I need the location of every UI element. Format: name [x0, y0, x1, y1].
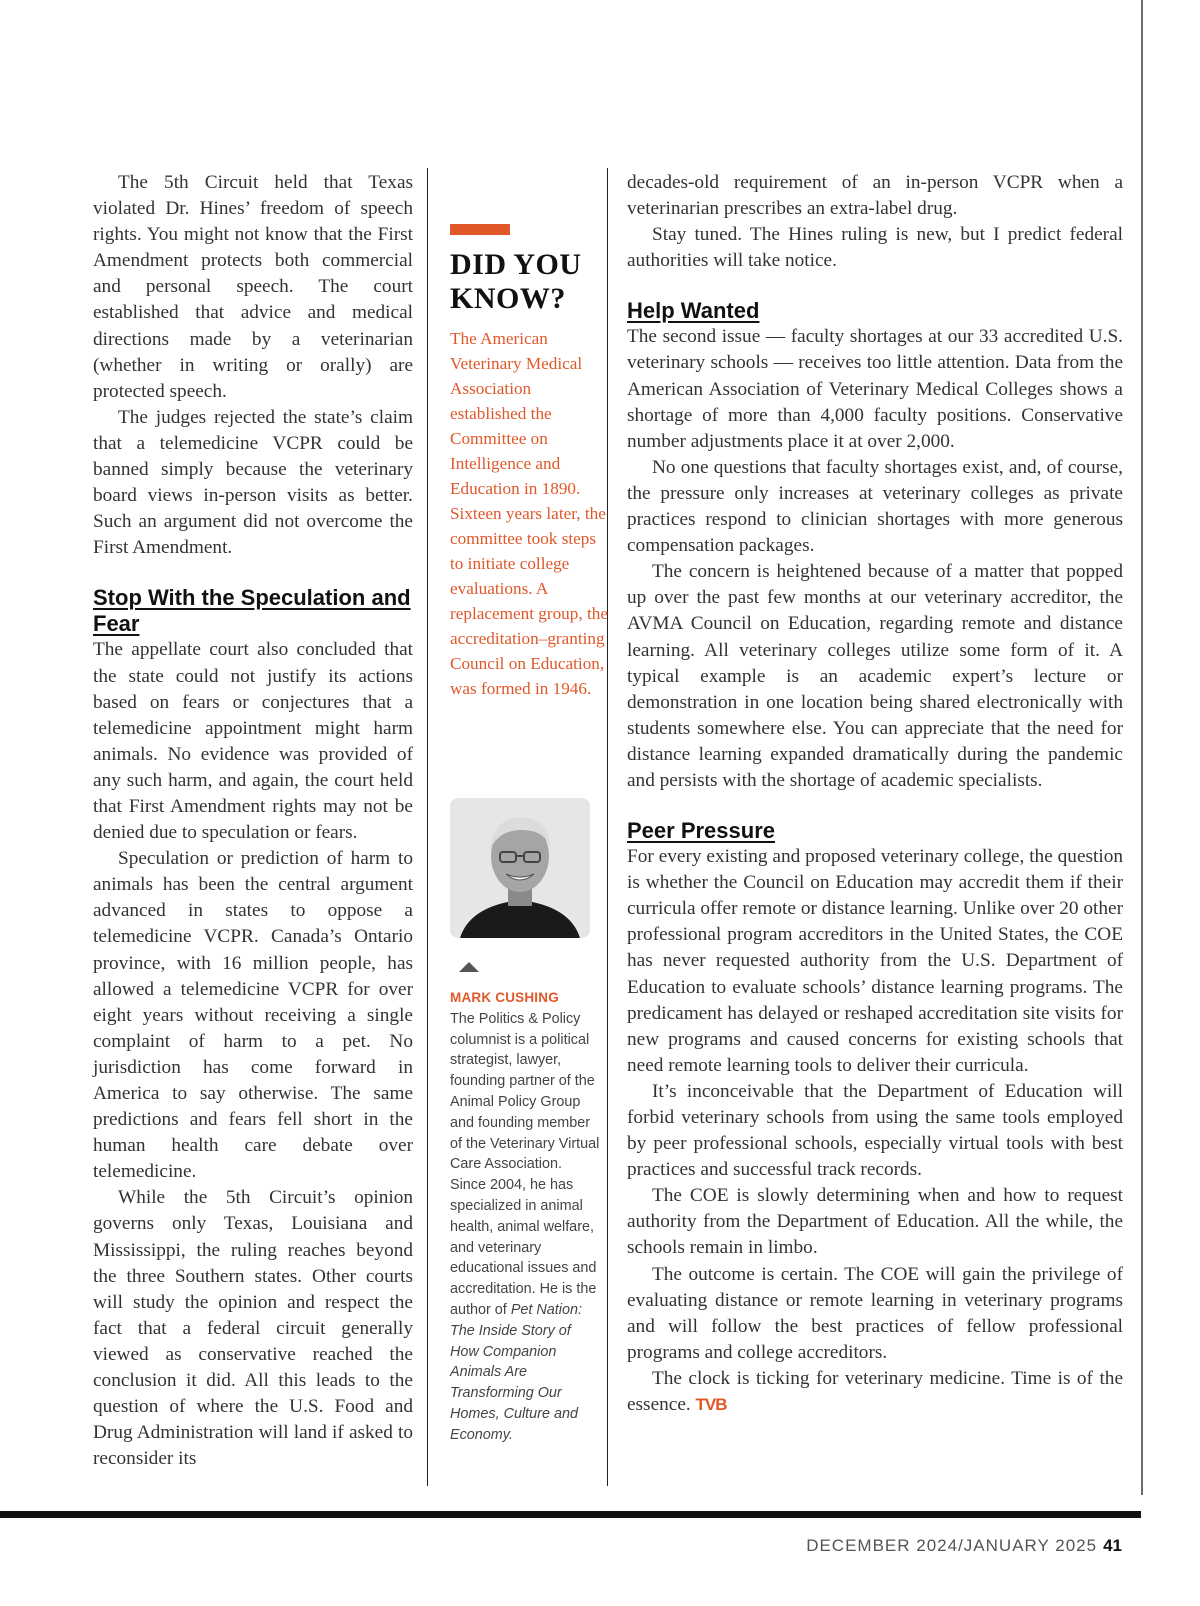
body-paragraph: Speculation or prediction of harm to animals has been the central argument advanced in states to oppose a telemedicine VCPR. Canada’s Ontario province, with 16 million people, has allowed a telemedicine VCPR for over eight years without receiving a single complaint of harm to a pet. No jurisdiction has come forward in America to say otherwise. The same predictions and fears fell short in the human health care debate over telemedicine.	[93, 848, 413, 1183]
column-divider-left	[427, 168, 428, 1486]
body-paragraph: While the 5th Circuit’s opinion governs only Texas, Louisiana and Mississippi, the ruling reaches beyond the three Southern states. Other courts will study the opinion and respect the fact that a federal circuit generally viewed as conservative reached the conclusion it did. All this leads to the question of where the U.S. Food and Drug Administration will land if asked to reconsider its	[93, 1187, 413, 1470]
closing-paragraph	[627, 1366, 1123, 1418]
section-heading-help-wanted: Help Wanted	[627, 298, 760, 324]
author-bio	[450, 988, 600, 1446]
accent-bar	[450, 224, 510, 235]
page-edge-rule	[1141, 0, 1143, 1495]
body-paragraph: decades-old requirement of an in-person VCPR when a veterinarian prescribes an extra-label drug.	[627, 172, 1123, 220]
did-you-know-text: The American Veterinary Medical Association established the Committee on Intelligence and Education in 1890. Sixteen years later, the committee took steps to initiate college evaluations. A replacement group, the accreditation–granting Council on Education, was formed in 1946.	[450, 329, 608, 698]
page-footer	[806, 1536, 1122, 1556]
body-paragraph: For every existing and proposed veterinary college, the question is whether the Council on Education may accredit them if their curricula offer remote or distance learning. Unlike over 20 other professional program accreditors in the United States, the COE has never requested authority from the U.S. Department of Education to evaluate schools’ distance learning programs. The predicament has delayed or reshaped accreditation site visits for new programs and caused concerns for existing schools that need remote learning tools to deliver their curricula.	[627, 846, 1123, 1076]
body-paragraph: The COE is slowly determining when and how to request authority from the Department of Education. All the while, the schools remain in limbo.	[627, 1185, 1123, 1259]
caret-up-icon	[459, 962, 479, 972]
author-name: MARK CUSHING	[450, 990, 559, 1005]
section-heading-peer-pressure: Peer Pressure	[627, 818, 775, 844]
body-paragraph: No one questions that faculty shortages exist, and, of course, the pressure only increases at veterinary colleges as private practices respond to clinician shortages with more generous compensation packages.	[627, 456, 1123, 557]
body-paragraph: It’s inconceivable that the Department of Education will forbid veterinary schools from using the same tools employed by peer professional schools, especially virtual tools with best practices and successful track records.	[627, 1080, 1123, 1181]
tvb-logo: TVB	[695, 1395, 727, 1415]
body-paragraph: The 5th Circuit held that Texas violated Dr. Hines’ freedom of speech rights. You might not know that the First Amendment protects both commercial and personal speech. The court established that advice and medical directions made by a veterinarian (whether in writing or orally) are protected speech.	[93, 172, 413, 402]
body-paragraph: The outcome is certain. The COE will gain the privilege of evaluating distance or remote learning in veterinary programs and will follow the best practices of fellow professional programs and college accreditors.	[627, 1263, 1123, 1363]
body-paragraph: The judges rejected the state’s claim that a telemedicine VCPR could be banned simply because the veterinary board views in-person visits as better. Such an argument did not overcome the First Amendment.	[93, 406, 413, 559]
page-number: 41	[1103, 1536, 1122, 1555]
body-paragraph: Stay tuned. The Hines ruling is new, but I predict federal authorities will take notice.	[627, 224, 1123, 272]
author-photo	[450, 798, 590, 938]
issue-date: DECEMBER 2024/JANUARY 2025	[806, 1536, 1098, 1555]
article-column-left	[93, 170, 413, 1472]
section-heading-speculation: Stop With the Speculation and Fear	[93, 585, 411, 637]
footer-rule	[0, 1511, 1141, 1518]
body-paragraph: The second issue — faculty shortages at our 33 accredited U.S. veterinary schools — receives too little attention. Data from the American Association of Veterinary Medical Colleges shows a shortage of more than 4,000 faculty positions. Conservative number adjustments place it at over 2,000.	[627, 326, 1123, 452]
article-column-right	[627, 170, 1123, 1418]
body-paragraph: The concern is heightened because of a matter that popped up over the past few months at our veterinary accreditor, the AVMA Council on Education, regarding remote and distance learning. All veterinary colleges utilize some form of it. A typical example is an academic expert’s lecture or demonstration in one location being shared electronically with students somewhere else. You can appreciate that the need for distance learning expanded dramatically during the pandemic and persists with the shortage of academic specialists.	[627, 561, 1123, 791]
book-title: Pet Nation: The Inside Story of How Companion Animals Are Transforming Our Homes, Culture and Economy.	[450, 1301, 583, 1443]
author-bio-text: The Politics & Policy columnist is a political strategist, lawyer, founding partner of the Animal Policy Group and founding member of the Veterinary Virtual Care Association. Since 2004, he has specialized in animal health, animal welfare, and veterinary educational issues and accreditation. He is the author of	[450, 1010, 600, 1318]
did-you-know-title: DID YOU KNOW?	[450, 248, 582, 315]
closing-text: The clock is ticking for veterinary medicine. Time is of the essence.	[627, 1367, 1123, 1416]
body-paragraph: The appellate court also concluded that the state could not justify its actions based on fears or conjectures that a telemedicine appointment might harm animals. No evidence was provided of any such harm, and again, the court held that First Amendment rights may not be denied due to speculation or fears.	[93, 639, 413, 844]
